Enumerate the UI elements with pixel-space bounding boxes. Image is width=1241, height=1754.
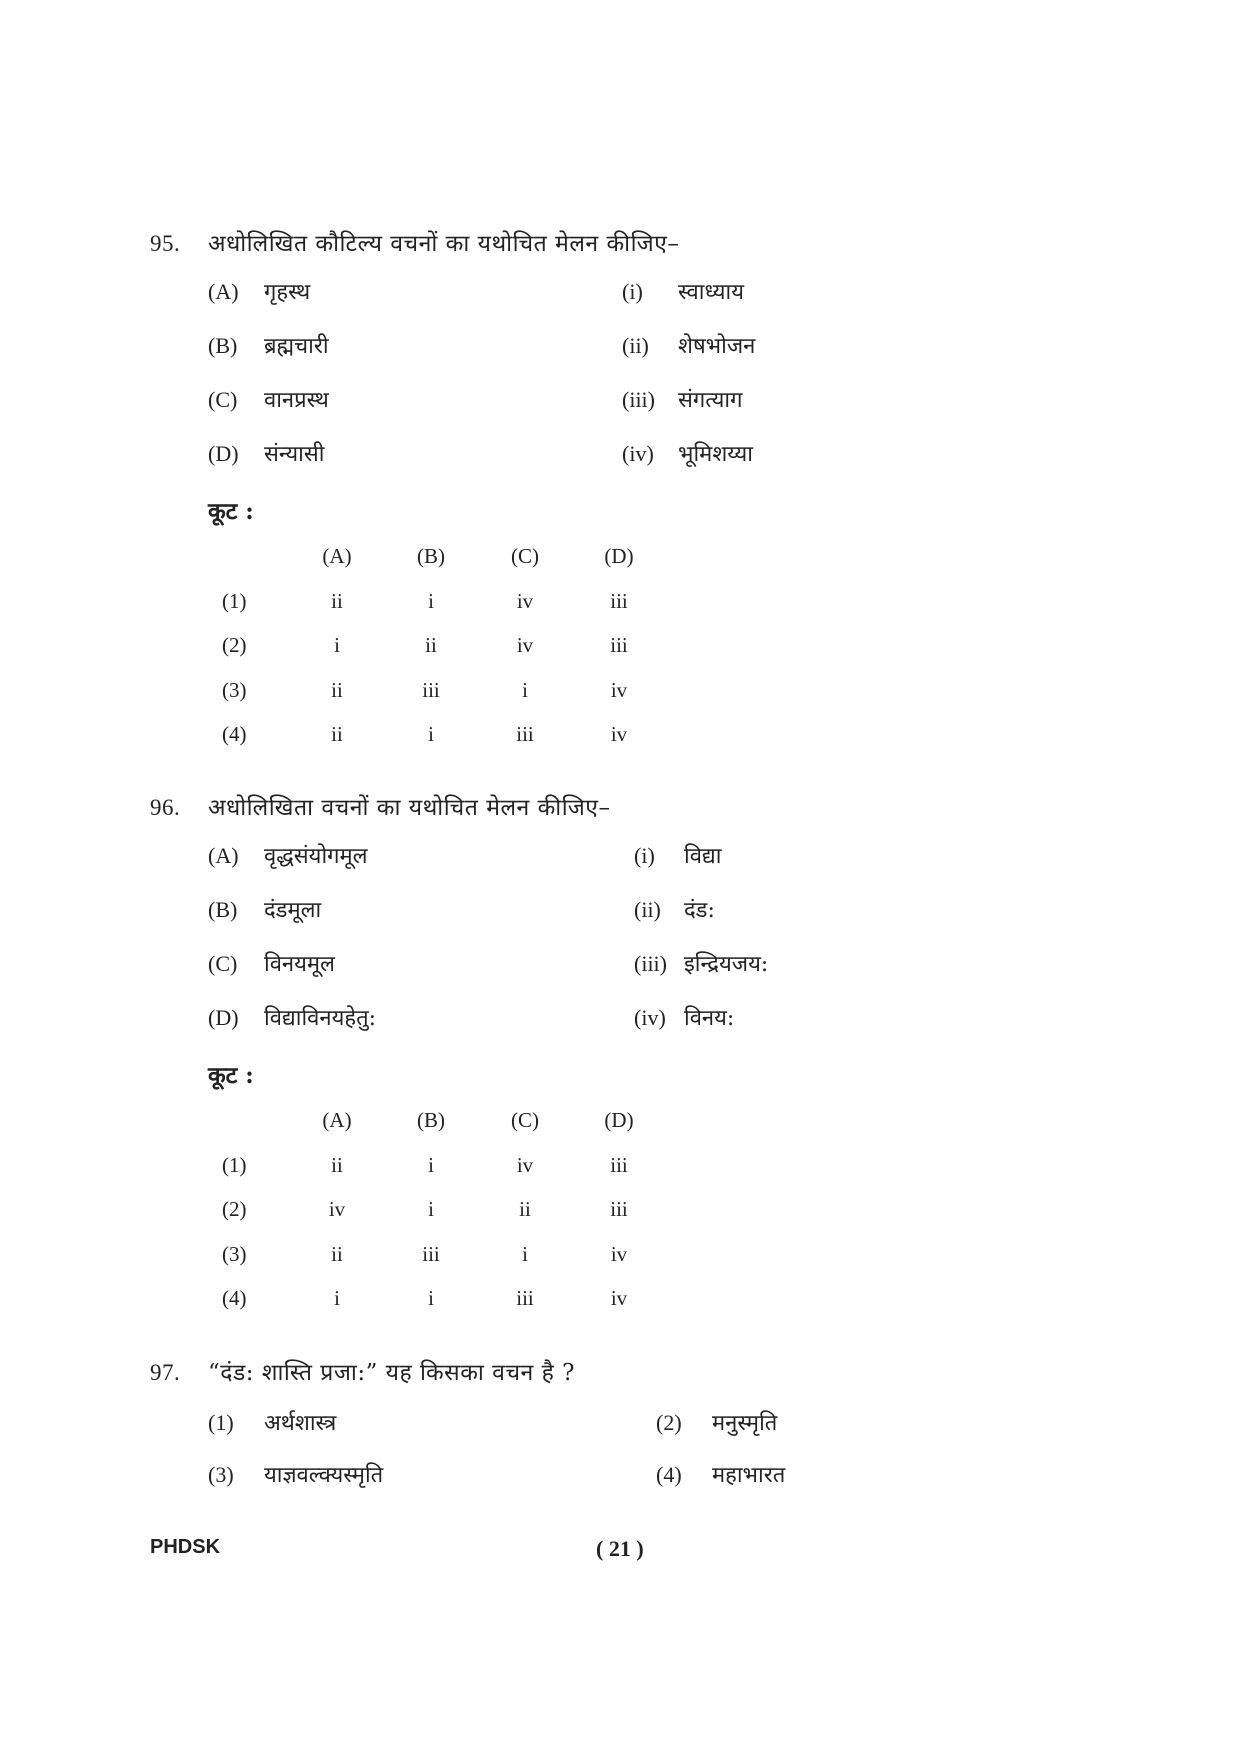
option-number: (1) xyxy=(222,1152,247,1177)
key-cell: iv xyxy=(610,1286,628,1310)
key-cell: ii xyxy=(331,1241,343,1266)
left-label: (A) xyxy=(208,843,239,868)
koot-label: कूट : xyxy=(208,498,254,525)
left-item: संन्यासी xyxy=(264,442,325,467)
key-cell: ii xyxy=(425,633,437,657)
key-header-row xyxy=(222,544,1110,589)
key-cell: iv xyxy=(516,633,534,657)
key-row xyxy=(222,1286,1110,1331)
key-cell: iv xyxy=(516,1152,534,1177)
key-cell: iv xyxy=(610,1241,628,1266)
pair-row xyxy=(208,1002,1110,1056)
key-header: (A) xyxy=(322,544,352,568)
match-pairs xyxy=(208,840,1110,1056)
left-item: गृहस्थ xyxy=(264,280,311,305)
match-pairs xyxy=(208,276,1110,492)
question-95 xyxy=(150,226,1110,767)
question-text: “दंड: शास्ति प्रजा:” यह किसका वचन है ? xyxy=(208,1360,575,1386)
pair-row xyxy=(208,438,1110,492)
right-item: शेषभोजन xyxy=(678,334,756,359)
key-row xyxy=(222,678,1110,723)
answer-options xyxy=(208,1407,1110,1511)
key-row xyxy=(222,1242,1110,1287)
page-number: ( 21 ) xyxy=(596,1536,644,1561)
key-cell: iv xyxy=(516,588,534,613)
option-number: (3) xyxy=(222,1241,247,1266)
right-item: विद्या xyxy=(684,844,722,869)
right-item: स्वाध्याय xyxy=(678,280,744,305)
right-label: (ii) xyxy=(634,897,661,922)
option-label: (1) xyxy=(208,1410,234,1435)
left-label: (D) xyxy=(208,1005,239,1030)
option-label: (4) xyxy=(656,1462,682,1487)
question-text: अधोलिखिता वचनों का यथोचित मेलन कीजिए– xyxy=(208,795,611,821)
key-cell: iii xyxy=(422,1241,440,1266)
left-item: वृद्धसंयोगमूल xyxy=(264,844,368,869)
key-cell: i xyxy=(428,722,434,746)
option-text: मनुस्मृति xyxy=(712,1411,778,1436)
key-cell: iii xyxy=(610,1197,628,1221)
option-number: (4) xyxy=(222,722,247,746)
key-cell: iv xyxy=(610,722,628,746)
question-number: 97. xyxy=(150,1360,181,1385)
key-cell: iii xyxy=(610,633,628,657)
key-row xyxy=(222,1197,1110,1242)
question-95-stem xyxy=(150,226,1110,258)
key-cell: i xyxy=(334,633,340,657)
key-cell: iii xyxy=(610,588,628,613)
key-cell: i xyxy=(428,1197,434,1221)
option-number: (2) xyxy=(222,633,247,657)
key-header: (C) xyxy=(511,544,539,568)
option-row xyxy=(208,1407,1110,1459)
key-cell: iii xyxy=(610,1152,628,1177)
key-header: (B) xyxy=(417,1108,445,1132)
pair-row xyxy=(208,276,1110,330)
key-cell: i xyxy=(428,1286,434,1310)
question-text: अधोलिखित कौटिल्य वचनों का यथोचित मेलन कीजिए– xyxy=(208,231,680,257)
right-item: दंड: xyxy=(684,898,715,923)
right-item: इन्द्रियजय: xyxy=(684,952,769,977)
key-cell: iv xyxy=(328,1197,346,1221)
option-row xyxy=(208,1459,1110,1511)
koot-label: कूट : xyxy=(208,1062,254,1089)
key-cell: ii xyxy=(331,677,343,702)
key-cell: i xyxy=(334,1286,340,1310)
key-header: (D) xyxy=(604,1108,634,1132)
option-text: अर्थशास्त्र xyxy=(264,1411,337,1436)
page-footer xyxy=(150,1536,1110,1566)
left-item: दंडमूला xyxy=(264,898,322,923)
key-row xyxy=(222,589,1110,634)
answer-key-table xyxy=(222,544,1110,767)
question-97-stem xyxy=(150,1355,1110,1387)
left-item: विद्याविनयहेतु: xyxy=(264,1006,377,1031)
right-item: भूमिशय्या xyxy=(678,442,753,467)
pair-row xyxy=(208,840,1110,894)
right-label: (i) xyxy=(634,843,655,868)
right-label: (i) xyxy=(622,279,643,304)
left-label: (D) xyxy=(208,441,239,466)
option-number: (1) xyxy=(222,588,247,613)
key-header: (B) xyxy=(417,544,445,568)
key-row xyxy=(222,633,1110,678)
key-cell: ii xyxy=(519,1197,531,1221)
question-number: 96. xyxy=(150,795,181,820)
question-number: 95. xyxy=(150,231,181,256)
left-item: ब्रह्मचारी xyxy=(264,334,329,359)
pair-row xyxy=(208,948,1110,1002)
key-cell: ii xyxy=(331,722,343,746)
key-header-row xyxy=(222,1108,1110,1153)
key-cell: i xyxy=(522,677,528,702)
left-label: (B) xyxy=(208,333,238,358)
key-header: (A) xyxy=(322,1108,352,1132)
key-row xyxy=(222,722,1110,767)
key-header: (C) xyxy=(511,1108,539,1132)
pair-row xyxy=(208,330,1110,384)
option-text: महाभारत xyxy=(712,1463,786,1488)
key-cell: i xyxy=(428,1152,434,1177)
right-label: (iv) xyxy=(622,441,654,466)
key-cell: ii xyxy=(331,588,343,613)
left-label: (C) xyxy=(208,951,238,976)
option-number: (3) xyxy=(222,677,247,702)
right-label: (iii) xyxy=(622,387,655,412)
key-cell: iii xyxy=(516,1286,534,1310)
key-cell: i xyxy=(522,1241,528,1266)
paper-code: PHDSK xyxy=(150,1536,221,1558)
question-97 xyxy=(150,1355,1110,1511)
right-label: (ii) xyxy=(622,333,649,358)
right-item: विनय: xyxy=(684,1006,735,1031)
right-label: (iii) xyxy=(634,951,667,976)
left-item: वानप्रस्थ xyxy=(264,388,329,413)
key-cell: iv xyxy=(610,677,628,702)
left-label: (A) xyxy=(208,279,239,304)
pair-row xyxy=(208,384,1110,438)
option-label: (2) xyxy=(656,1410,682,1435)
option-text: याज्ञवल्क्यस्मृति xyxy=(264,1463,384,1488)
key-header: (D) xyxy=(604,544,634,568)
question-96 xyxy=(150,790,1110,1331)
left-item: विनयमूल xyxy=(264,952,335,977)
key-cell: iii xyxy=(516,722,534,746)
pair-row xyxy=(208,894,1110,948)
right-label: (iv) xyxy=(634,1005,666,1030)
question-96-stem xyxy=(150,790,1110,822)
left-label: (C) xyxy=(208,387,238,412)
answer-key-table xyxy=(222,1108,1110,1331)
option-number: (2) xyxy=(222,1197,247,1221)
left-label: (B) xyxy=(208,897,238,922)
key-cell: i xyxy=(428,588,434,613)
key-row xyxy=(222,1153,1110,1198)
option-label: (3) xyxy=(208,1462,234,1487)
key-cell: ii xyxy=(331,1152,343,1177)
key-cell: iii xyxy=(422,677,440,702)
right-item: संगत्याग xyxy=(678,388,743,413)
option-number: (4) xyxy=(222,1286,247,1310)
